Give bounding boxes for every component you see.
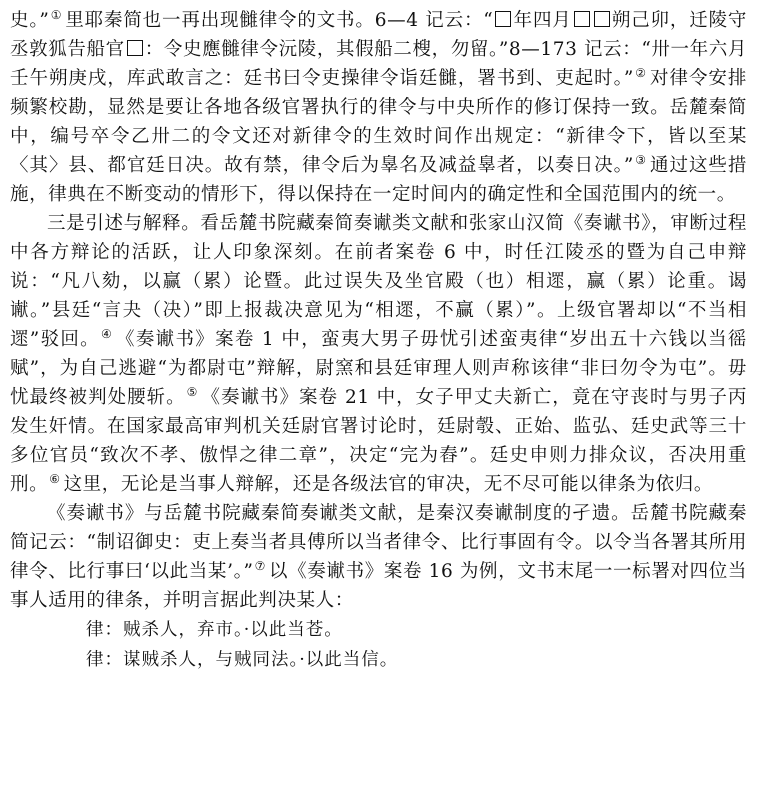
law-quote-2: 律：谋贼杀人，与贼同法。·以此当信。 bbox=[86, 650, 399, 670]
text-span: ：令史應雠律令沅陵，其假船二㮴，勿留。”8—173 记云：“卅一年六月壬午朔庚戌，库武敢言之：廷书曰令吏操律令诣廷雠，署书到、吏起时。” bbox=[10, 39, 747, 89]
text-span: 通过这些措施，律典在不断变动的情形下，得以保持在一定时间内的确定性和全国范围内的统一。 bbox=[10, 155, 748, 205]
text-span: 《奏谳书》案卷 21 中，女子甲丈夫新亡，竟在守丧时与男子丙发生奸情。在国家最高审判机关廷尉官署讨论时，廷尉彀、正始、监弘、廷史武等三十多位官员“致次不孝、傲悍之律二章”，决定“完为舂”。廷史申则力排众议，否决用重刑。 bbox=[10, 387, 747, 495]
text-span: 以《奏谳书》案卷 16 为例，文书末尾一一标署对四位当事人适用的律条，并明言据此判决某人： bbox=[10, 561, 747, 611]
law-quote-1: 律：贼杀人，弃市。·以此当苍。 bbox=[86, 620, 343, 640]
text-span: 里耶秦简也一再出现雠律令的文书。6—4 记云：“ bbox=[65, 10, 494, 31]
text-span: 对律令安排频繁校勘，显然是要让各地各级官署执行的律令与中央所作的修订保持一致。岳麓秦简中，编号卒令乙卅二的令文还对新律令的生效时间作出规定：“新律令下，皆以至某〈其〉县、都官廷日决。故有禁，律令后为辠名及减益辠者，以奏日决。” bbox=[10, 68, 748, 176]
footnote-marker-5[interactable]: ⑤ bbox=[186, 384, 199, 399]
text-span: 年四月 bbox=[513, 10, 572, 31]
text-span: 《奏谳书》案卷 1 中，蛮夷大男子毋忧引述蛮夷律“岁出五十六钱以当徭赋”，为自己逃避“为都尉屯”辩解，尉窯和县廷审理人则声称该律“非曰勿令为屯”。毋忧最终被判处腰斩。 bbox=[10, 329, 747, 408]
paragraph-1 bbox=[10, 6, 747, 209]
text-span: 三是引述与解释。看岳麓书院藏秦简奏谳类文献和张家山汉简《奏谳书》，审断过程中各方辩论的活跃，让人印象深刻。在前者案卷 6 中，时任江陵丞的暨为自己申辩说：“凡八劾，以赢（累）论暨。此过误失及坐官殿（也）相遝，赢（累）论重。谒谳。”县廷“言夬（决）”即上报裁决意见为“相遝，不赢（累）”。上级官署却以“不当相遝”驳回。 bbox=[10, 213, 747, 350]
text-span: 史。” bbox=[10, 10, 50, 31]
footnote-marker-4[interactable]: ④ bbox=[100, 326, 114, 341]
missing-character-box bbox=[574, 11, 590, 27]
text-span: 这里，无论是当事人辩解，还是各级法官的审决，无不尽可能以律条为依归。 bbox=[63, 474, 713, 495]
paragraph-3 bbox=[10, 499, 747, 615]
footnote-marker-6[interactable]: ⑥ bbox=[49, 471, 61, 486]
footnote-marker-7[interactable]: ⑦ bbox=[254, 558, 266, 573]
missing-character-box bbox=[594, 11, 610, 27]
paragraph-2 bbox=[10, 209, 747, 499]
missing-character-box bbox=[495, 11, 511, 27]
footnote-marker-2[interactable]: ② bbox=[634, 65, 648, 80]
text-span: 《奏谳书》与岳麓书院藏秦简奏谳类文献，是秦汉奏谳制度的孑遗。岳麓书院藏秦简记云：“制诏御史：吏上奏当者具傅所以当者律令、比行事固有令。以令当各署其所用律令、比行事曰‘以此当某’。” bbox=[10, 503, 747, 582]
footnote-marker-1[interactable]: ① bbox=[50, 7, 63, 22]
missing-character-box bbox=[127, 40, 143, 56]
text-span: 朔己卯，迁陵守丞敦狐告船官 bbox=[10, 10, 748, 60]
footnote-marker-3[interactable]: ③ bbox=[634, 152, 648, 167]
